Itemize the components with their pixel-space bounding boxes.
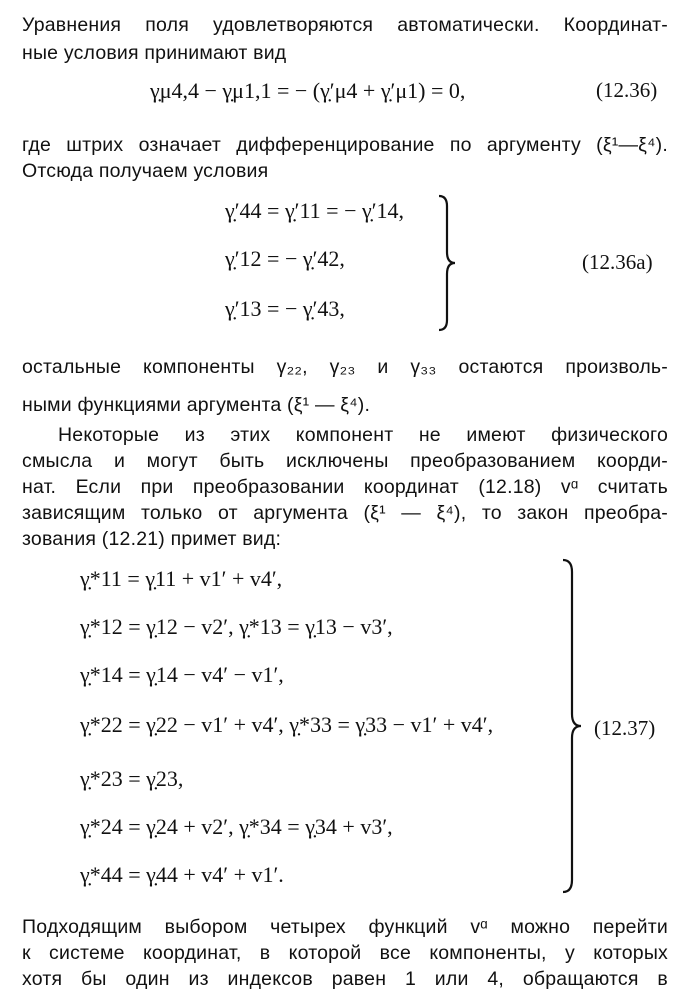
text-line: зависящим только от аргумента (ξ¹ — ξ⁴), то закон преобра-: [22, 502, 668, 524]
text-line: где штрих означает дифференцирование по аргументу (ξ¹—ξ⁴).: [22, 134, 668, 156]
equation-12-37-row: γ̣*11 = γ̣11 + v1′ + v4′,: [80, 566, 283, 591]
equation-number: (12.37): [594, 716, 656, 740]
equation-12-36: γ̣μ4,4 − γ̣μ1,1 = − (γ̣′μ4 + γ̣′μ1) = 0,: [150, 78, 466, 103]
text-line: зования (12.21) примет вид:: [22, 528, 282, 550]
text-line: смысла и могут быть исключены преобразованием коорди-: [22, 450, 668, 472]
equation-12-36a-row: γ̣′12 = − γ̣′42,: [225, 246, 345, 271]
text-line: Некоторые из этих компонент не имеют физического: [58, 424, 668, 446]
equation-12-37-row: γ̣*12 = γ̣12 − v2′, γ̣*13 = γ̣13 − v3′,: [80, 614, 393, 639]
equation-12-36a-row: γ̣′13 = − γ̣′43,: [225, 296, 345, 321]
equation-number: (12.36a): [582, 250, 653, 274]
text-line: Подходящим выбором четырех функций vᵅ можно перейти: [22, 916, 668, 938]
equation-12-36a-row: γ̣′44 = γ̣′11 = − γ̣′14,: [225, 198, 405, 223]
text-line: ными функциями аргумента (ξ¹ — ξ⁴).: [22, 394, 371, 416]
equation-12-37-row: γ̣*44 = γ̣44 + v4′ + v1′.: [80, 862, 284, 887]
right-brace-icon: [560, 558, 584, 894]
equation-12-37-row: γ̣*24 = γ̣24 + v2′, γ̣*34 = γ̣34 + v3′,: [80, 814, 393, 839]
text-line: ные условия принимают вид: [22, 42, 287, 64]
text-line: Отсюда получаем условия: [22, 160, 269, 182]
text-line: хотя бы один из индексов равен 1 или 4, обращаются в: [22, 968, 668, 990]
right-brace-icon: [436, 194, 458, 332]
equation-12-37-row: γ̣*22 = γ̣22 − v1′ + v4′, γ̣*33 = γ̣33 − v1′ + v4′,: [80, 712, 494, 737]
text-line: к системе координат, в которой все компоненты, у которых: [22, 942, 668, 964]
text-line: Уравнения поля удовлетворяются автоматически. Координат-: [22, 14, 668, 36]
text-line: нат. Если при преобразовании координат (12.18) vᵅ считать: [22, 476, 668, 498]
equation-12-37-row: γ̣*23 = γ̣23,: [80, 766, 184, 791]
equation-12-37-row: γ̣*14 = γ̣14 − v4′ − v1′,: [80, 662, 284, 687]
equation-number: (12.36): [596, 78, 658, 102]
text-line: остальные компоненты γ₂₂, γ₂₃ и γ₃₃ остаются произволь-: [22, 356, 668, 378]
